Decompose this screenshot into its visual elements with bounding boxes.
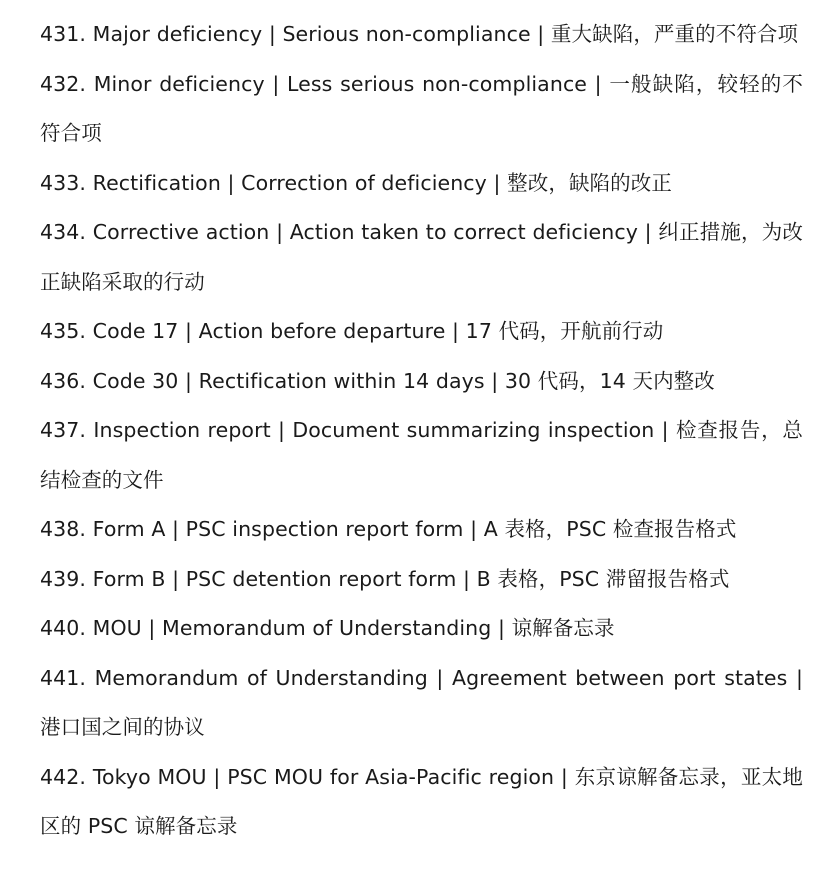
glossary-entry-439: 439. Form B | PSC detention report form | B 表格，PSC 滞留报告格式 [40, 566, 730, 591]
glossary-entry-433: 433. Rectification | Correction of deficiency | 整改，缺陷的改正 [40, 170, 672, 195]
glossary-entry-434: 434. Corrective action | Action taken to correct deficiency | 纠正措施，为改正缺陷采取的行动 [40, 220, 803, 294]
glossary-entry-437: 437. Inspection report | Document summarizing inspection | 检查报告，总结检查的文件 [40, 418, 803, 492]
glossary-entry-442: 442. Tokyo MOU | PSC MOU for Asia-Pacific region | 东京谅解备忘录，亚太地区的 PSC 谅解备忘录 [40, 764, 803, 838]
glossary-entry-438: 438. Form A | PSC inspection report form | A 表格，PSC 检查报告格式 [40, 517, 737, 541]
glossary-entry-432: 432. Minor deficiency | Less serious non-compliance | 一般缺陷，较轻的不符合项 [40, 71, 803, 145]
glossary-entry-440: 440. MOU | Memorandum of Understanding | 谅解备忘录 [40, 616, 615, 640]
glossary-entry-441: 441. Memorandum of Understanding | Agreement between port states | 港口国之间的协议 [40, 665, 803, 739]
glossary-entry-435: 435. Code 17 | Action before departure | 17 代码，开航前行动 [40, 319, 664, 343]
glossary-entry-436: 436. Code 30 | Rectification within 14 days | 30 代码，14 天内整改 [40, 368, 715, 393]
glossary-entry-431: 431. Major deficiency | Serious non-compliance | 重大缺陷，严重的不符合项 [40, 22, 799, 46]
